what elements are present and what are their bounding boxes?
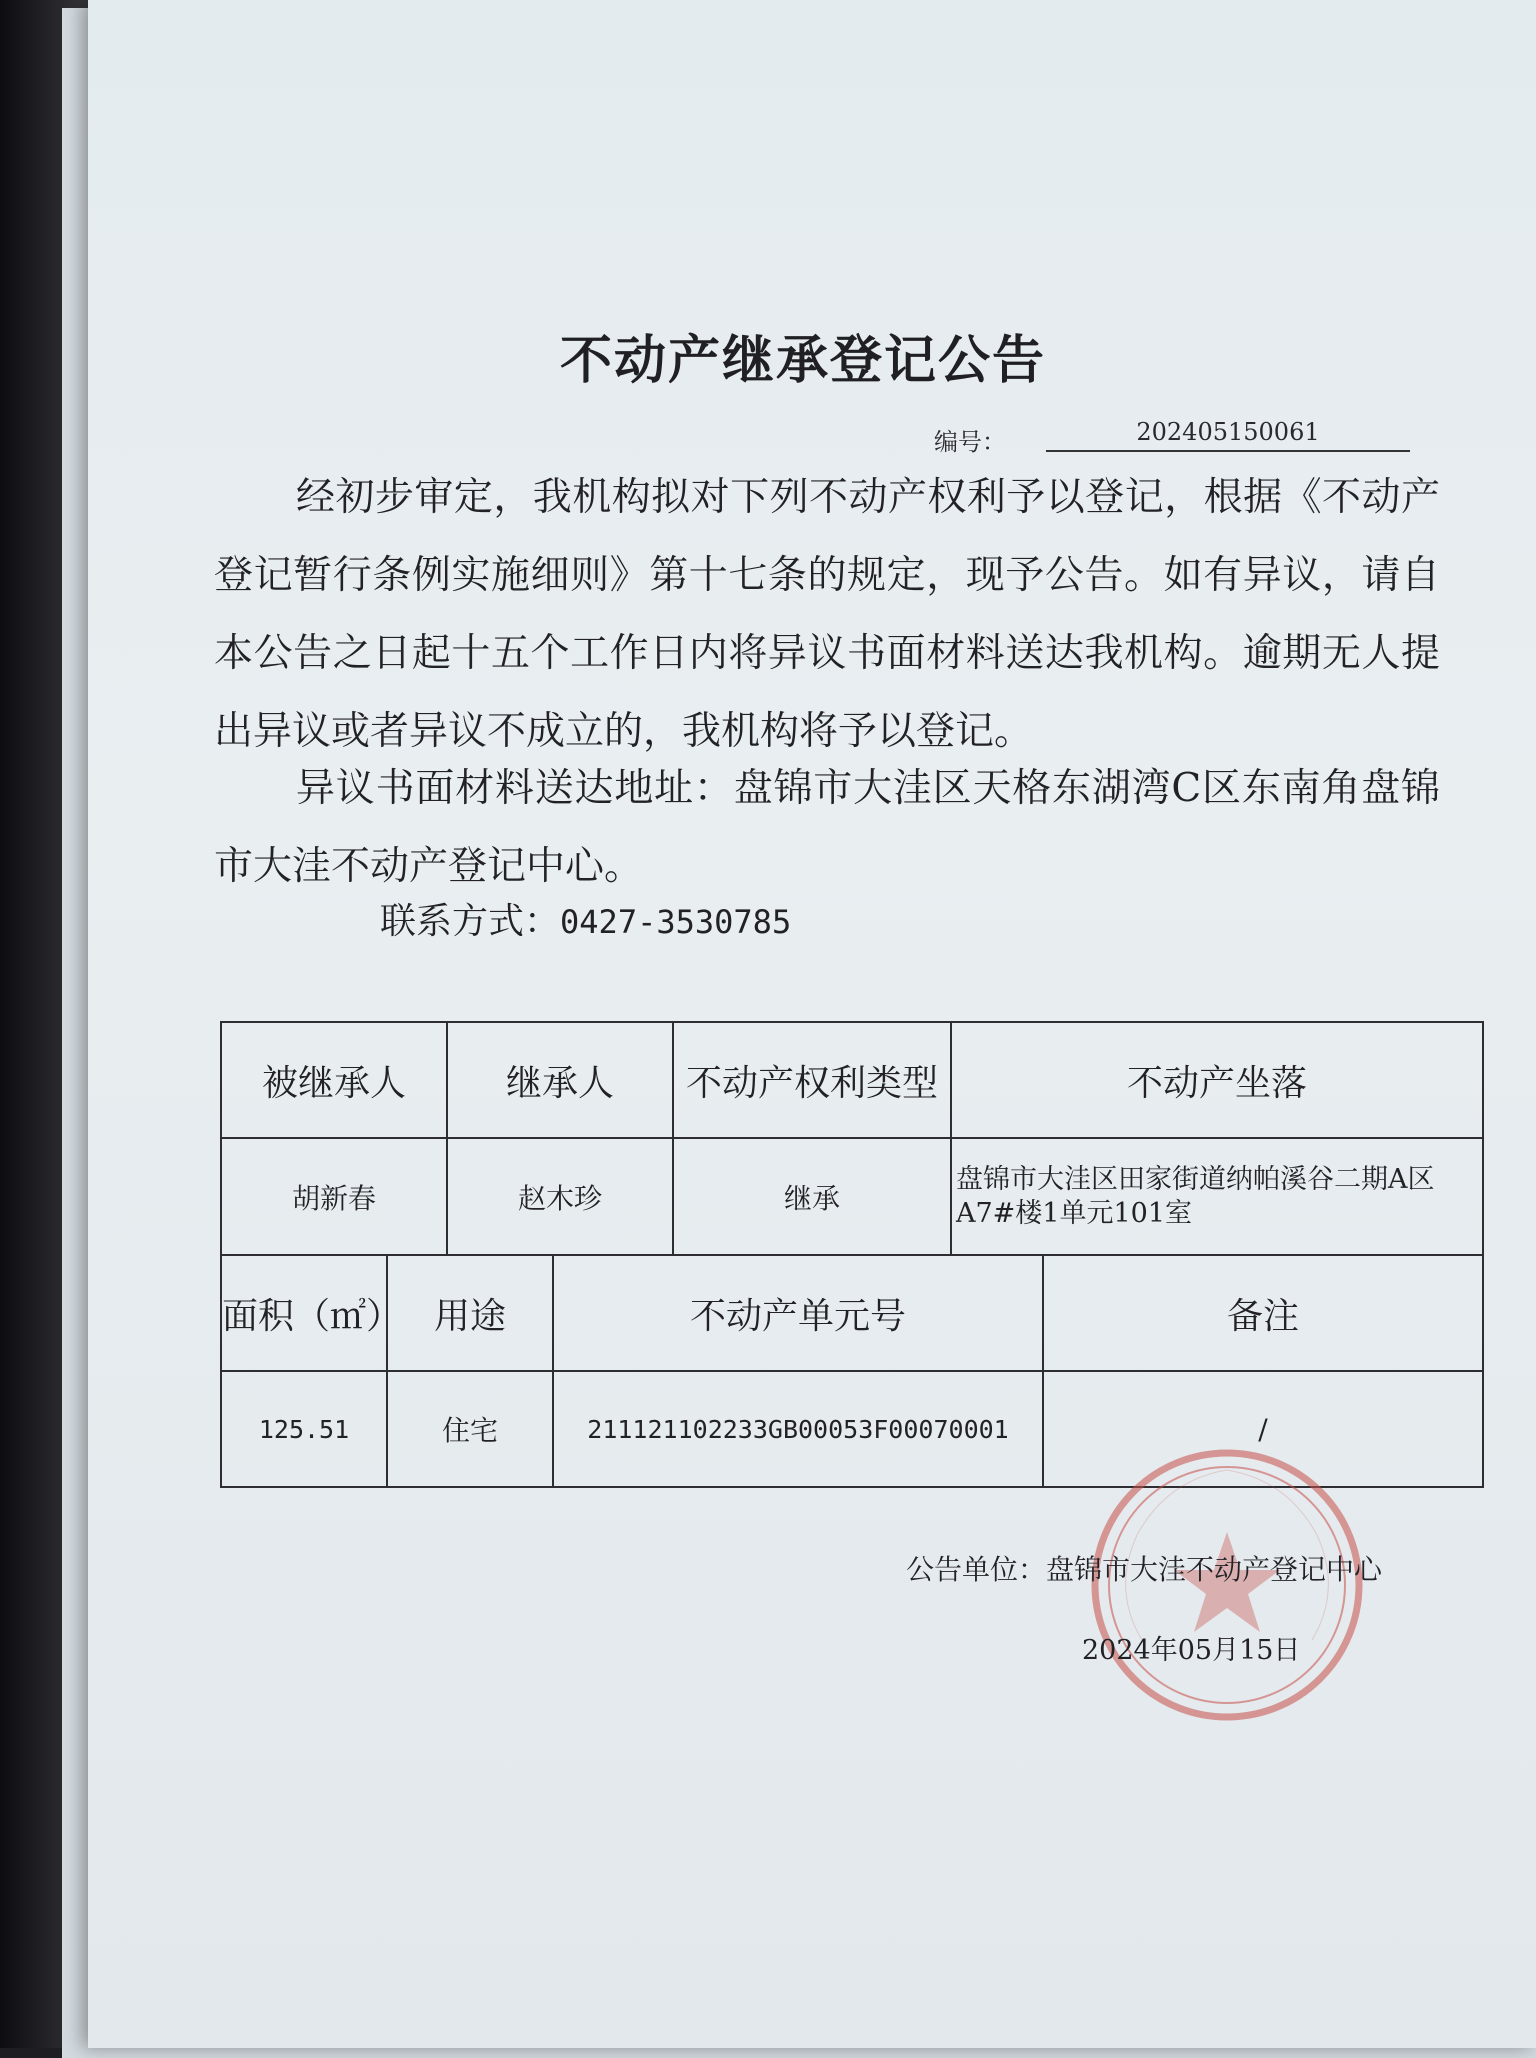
- heir-table: [220, 1021, 1484, 1256]
- header-area: 面积（㎡）: [221, 1255, 387, 1371]
- issuer-line: [906, 1548, 1382, 1588]
- cell-right-type: 继承: [673, 1138, 951, 1255]
- serial-number: 202405150061: [1046, 418, 1410, 452]
- cell-area: 125.51: [221, 1371, 387, 1487]
- header-location: 不动产坐落: [951, 1022, 1483, 1138]
- cell-location: 盘锦市大洼区田家街道纳帕溪谷二期A区A7#楼1单元101室: [951, 1138, 1483, 1255]
- contact-phone: 0427-3530785: [560, 903, 792, 941]
- header-right-type: 不动产权利类型: [673, 1022, 951, 1138]
- contact-label: 联系方式：: [380, 901, 561, 942]
- cell-decedent: 胡新春: [221, 1138, 447, 1255]
- contact-line: [380, 893, 791, 944]
- header-heir: 继承人: [447, 1022, 673, 1138]
- issuer-label: 公告单位：: [906, 1553, 1047, 1586]
- cell-unit-number: 211121102233GB00053F00070001: [553, 1371, 1043, 1487]
- cell-usage: 住宅: [387, 1371, 553, 1487]
- serial-label: 编号：: [934, 428, 1006, 456]
- notice-paragraph-1: 经初步审定，我机构拟对下列不动产权利予以登记，根据《不动产登记暂行条例实施细则》第十七条的规定，现予公告。如有异议，请自本公告之日起十五个工作日内将异议书面材料送达我机构。逾期无人提出异议或者异议不成立的，我机构将予以登记。: [214, 475, 1440, 754]
- issue-date: 2024年05月15日: [1082, 1635, 1301, 1666]
- cell-remarks: /: [1043, 1371, 1483, 1487]
- cell-heir: 赵木珍: [447, 1138, 673, 1255]
- notice-paragraph-2: 异议书面材料送达地址：盘锦市大洼区天格东湖湾C区东南角盘锦市大洼不动产登记中心。: [214, 766, 1440, 889]
- document-title: 不动产继承登记公告: [559, 331, 1046, 391]
- header-unit-number: 不动产单元号: [553, 1255, 1043, 1371]
- header-usage: 用途: [387, 1255, 553, 1371]
- header-remarks: 备注: [1043, 1255, 1483, 1371]
- header-decedent: 被继承人: [221, 1022, 447, 1138]
- issuer-name: 盘锦市大洼不动产登记中心: [1046, 1553, 1383, 1586]
